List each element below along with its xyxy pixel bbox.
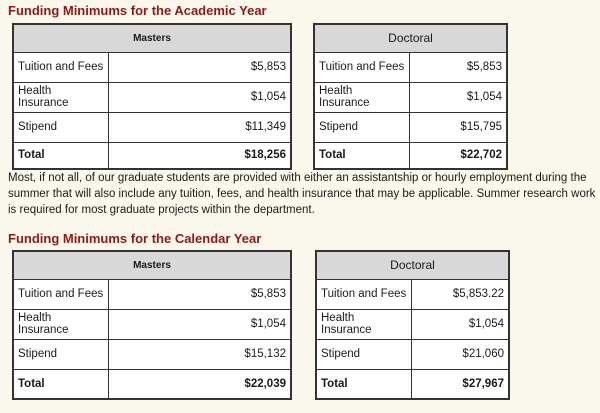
row-label: Stipend xyxy=(13,112,108,142)
total-label: Total xyxy=(316,369,411,399)
row-label: Stipend xyxy=(13,339,108,369)
row-amount: $5,853.22 xyxy=(411,279,509,309)
row-amount: $1,054 xyxy=(411,309,509,339)
row-label: Health Insurance xyxy=(13,82,108,112)
row-label: Health Insurance xyxy=(13,309,108,339)
row-label: Tuition and Fees xyxy=(13,279,108,309)
row-amount: $5,853 xyxy=(108,279,291,309)
table-header: Masters xyxy=(13,251,291,279)
table-header: Doctoral xyxy=(316,251,509,279)
row-label: Health Insurance xyxy=(314,82,409,112)
total-amount: $18,256 xyxy=(108,142,291,169)
calendar-year-heading: Funding Minimums for the Calendar Year xyxy=(8,231,262,246)
row-label: Stipend xyxy=(316,339,411,369)
row-label: Stipend xyxy=(314,112,409,142)
total-amount: $22,039 xyxy=(108,369,291,399)
row-amount: $5,853 xyxy=(108,52,291,82)
total-amount: $22,702 xyxy=(409,142,507,169)
row-label: Tuition and Fees xyxy=(316,279,411,309)
academic-year-heading: Funding Minimums for the Academic Year xyxy=(8,3,267,18)
total-amount: $27,967 xyxy=(411,369,509,399)
table-header: Doctoral xyxy=(314,24,507,52)
row-label: Tuition and Fees xyxy=(13,52,108,82)
summer-funding-paragraph: Most, if not all, of our graduate students are provided with either an assistantship or hourly employment during the summer that will also include any tuition, fees, and health insurance that may be applicable. Summer research work is required for most graduate projects within the department. xyxy=(8,172,596,216)
row-amount: $1,054 xyxy=(108,82,291,112)
row-amount: $11,349 xyxy=(108,112,291,142)
row-amount: $15,132 xyxy=(108,339,291,369)
table-header: Masters xyxy=(13,24,291,52)
row-amount: $15,795 xyxy=(409,112,507,142)
total-label: Total xyxy=(314,142,409,169)
calendar-doctoral-table xyxy=(315,250,510,400)
row-amount: $5,853 xyxy=(409,52,507,82)
calendar-masters-table xyxy=(12,250,292,400)
row-label: Tuition and Fees xyxy=(314,52,409,82)
total-label: Total xyxy=(13,142,108,169)
row-label: Health Insurance xyxy=(316,309,411,339)
academic-doctoral-table xyxy=(313,23,508,170)
academic-masters-table xyxy=(12,23,292,170)
row-amount: $1,054 xyxy=(108,309,291,339)
total-label: Total xyxy=(13,369,108,399)
row-amount: $1,054 xyxy=(409,82,507,112)
row-amount: $21,060 xyxy=(411,339,509,369)
